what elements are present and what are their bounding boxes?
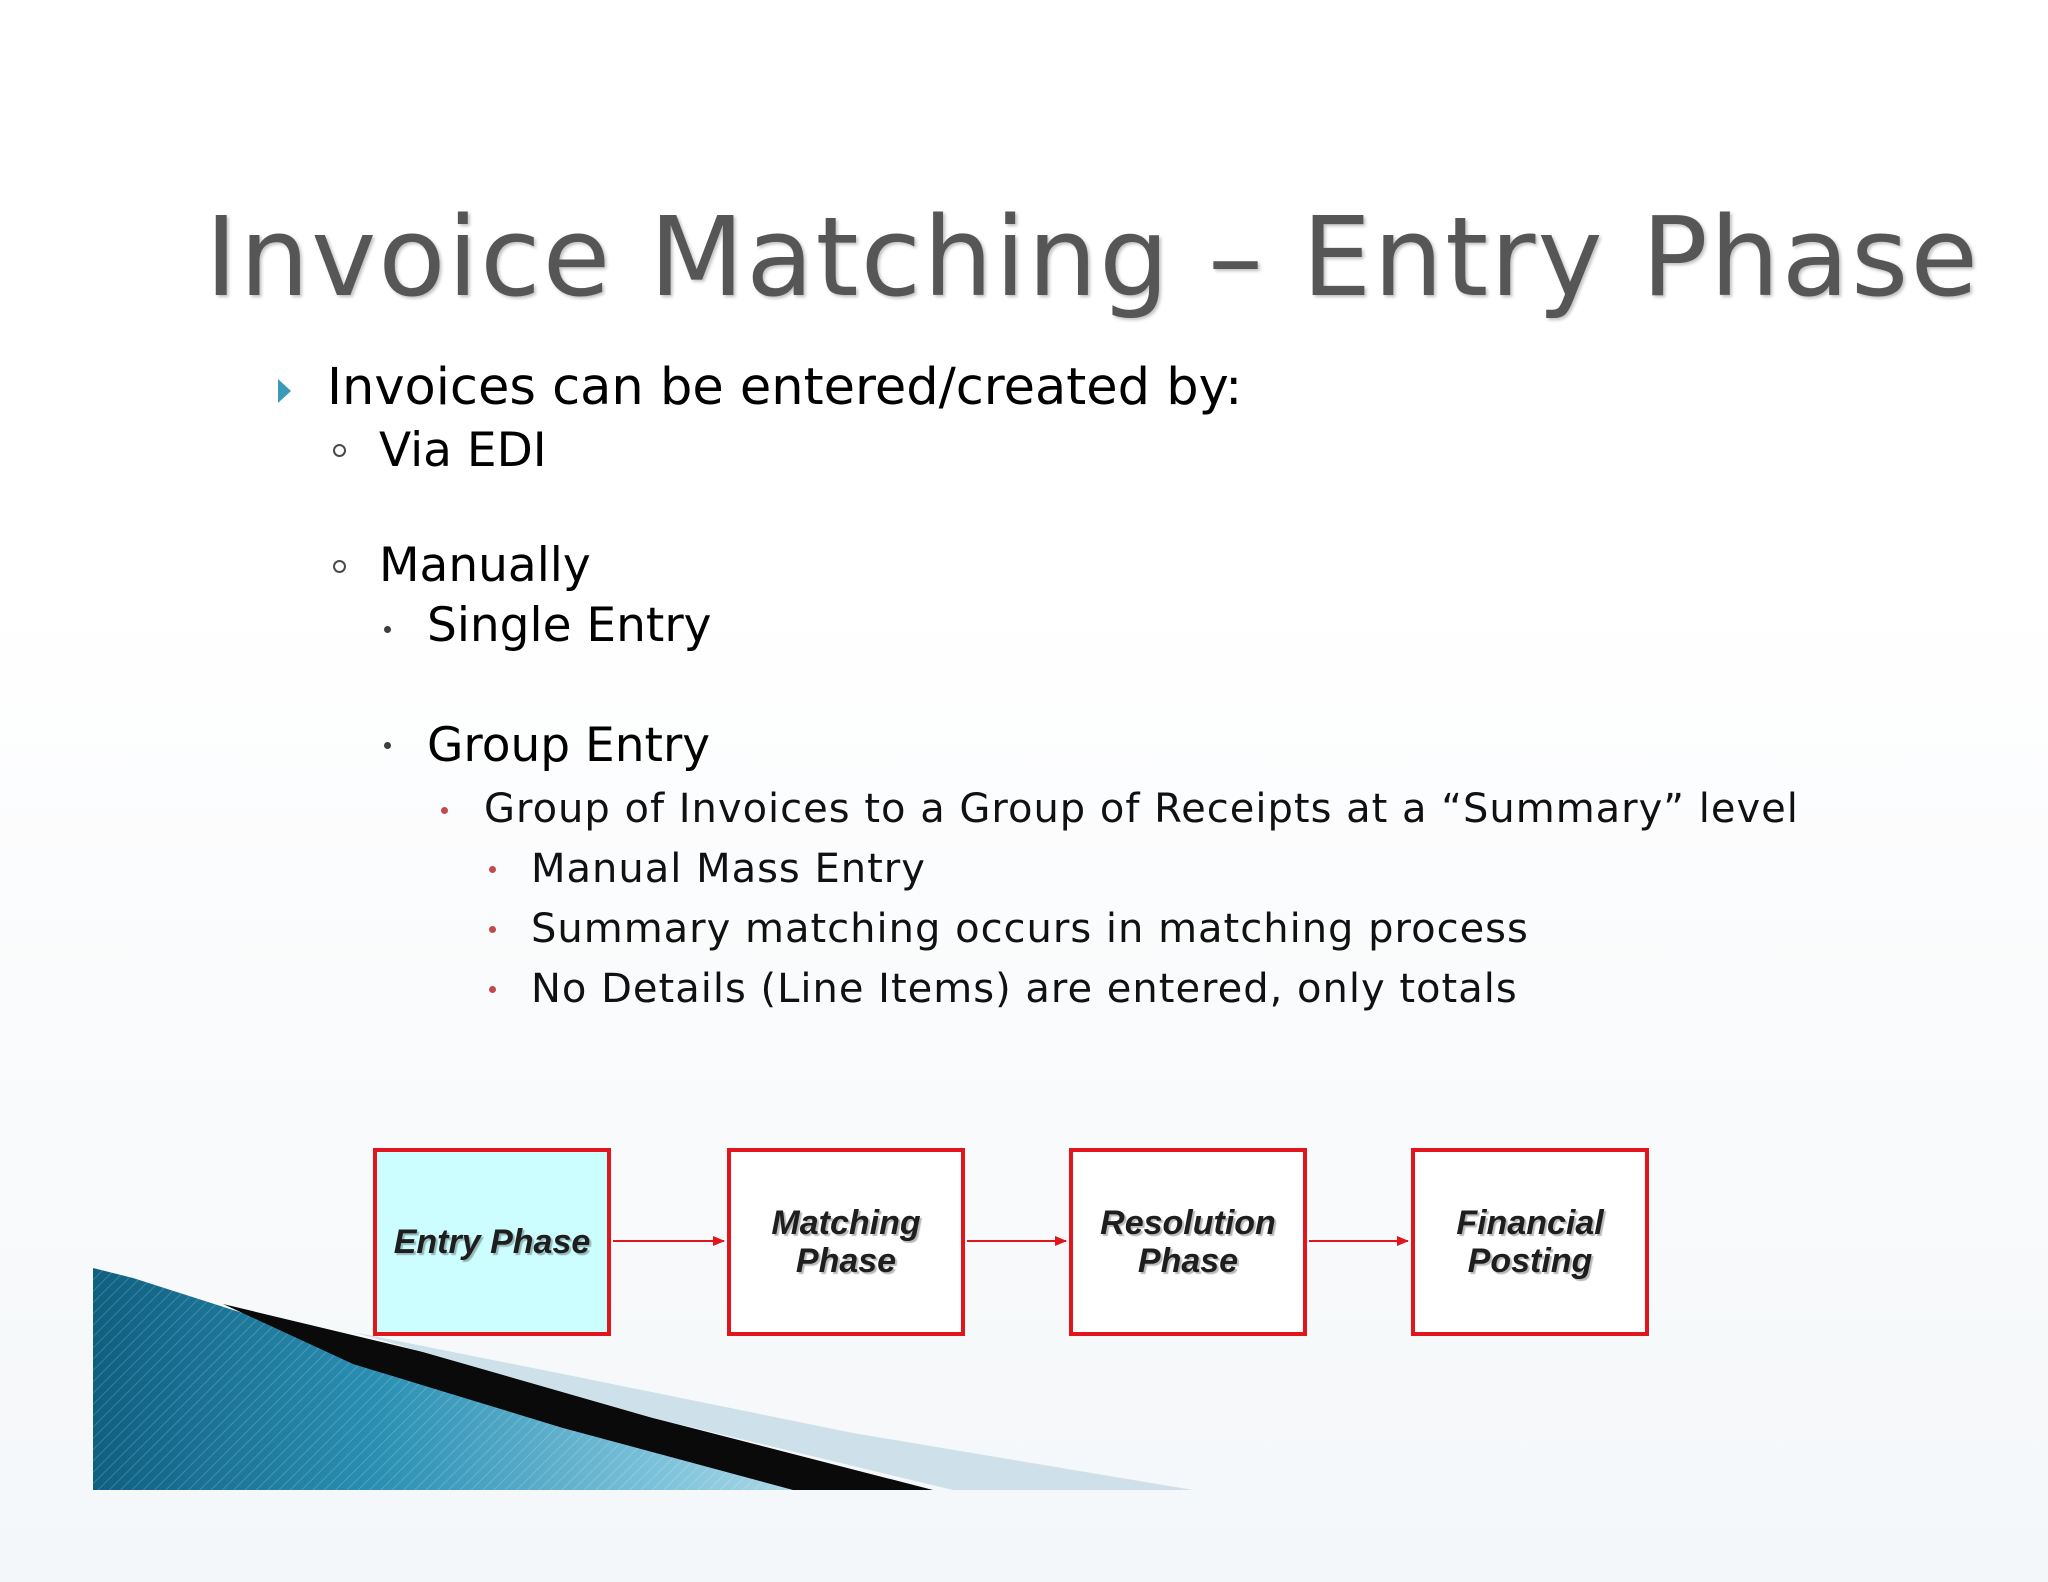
flow-box-financial-posting: Financial Posting [1411, 1148, 1649, 1336]
flow-box-matching-phase: Matching Phase [727, 1148, 965, 1336]
circle-bullet-icon [333, 444, 346, 457]
circle-bullet-icon [333, 560, 346, 573]
bullet-manually: Manually [379, 538, 591, 593]
bullet-group-description: Group of Invoices to a Group of Receipts at a “Summary” level [484, 786, 1799, 832]
flow-box-entry-phase: Entry Phase [373, 1148, 611, 1336]
dot-bullet-icon [441, 807, 448, 814]
flow-box-resolution-phase: Resolution Phase [1069, 1148, 1307, 1336]
bullet-manual-mass-entry: Manual Mass Entry [531, 846, 926, 892]
bullet-invoices-entered: Invoices can be entered/created by: [327, 358, 1243, 417]
bullet-group-entry: Group Entry [427, 718, 711, 773]
bullet-via-edi: Via EDI [379, 423, 547, 478]
dot-bullet-icon [489, 926, 496, 933]
bullet-no-details: No Details (Line Items) are entered, only totals [531, 966, 1518, 1012]
bullet-single-entry: Single Entry [427, 598, 712, 653]
slide-title: Invoice Matching – Entry Phase [205, 193, 1980, 321]
bullet-arrow-icon [278, 379, 291, 403]
dot-bullet-icon [489, 986, 496, 993]
bullet-summary-matching: Summary matching occurs in matching process [531, 906, 1529, 952]
corner-decoration [93, 1268, 1193, 1490]
dot-bullet-icon [384, 626, 391, 633]
dot-bullet-icon [384, 742, 391, 749]
dot-bullet-icon [489, 866, 496, 873]
